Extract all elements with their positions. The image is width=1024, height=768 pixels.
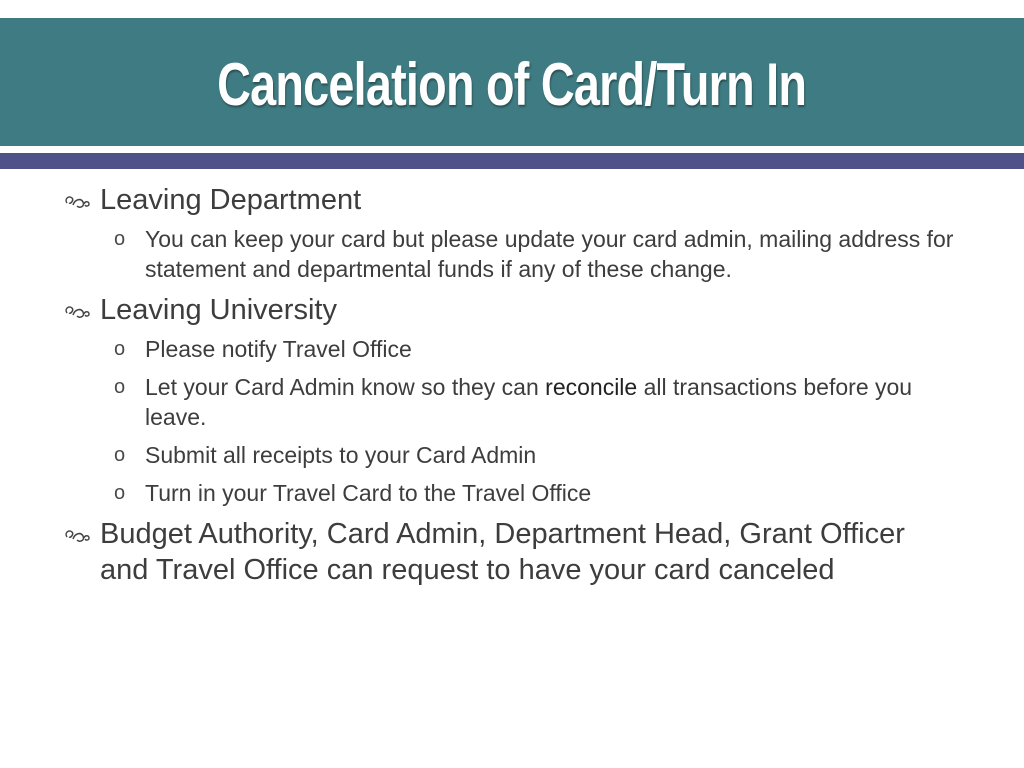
fleuron-bullet-icon: [62, 518, 92, 550]
bullet-text: Leaving Department: [100, 184, 362, 216]
bullet-text: Budget Authority, Card Admin, Department Head, Grant Officer and Travel Office can request to have your card canceled: [100, 518, 905, 586]
sub-list: [60, 334, 960, 508]
fleuron-bullet-icon: [62, 184, 92, 216]
bullet-text: Leaving University: [100, 294, 337, 326]
sub-bullet-item: [60, 440, 960, 470]
sub-bullet-item: [60, 224, 960, 284]
sub-bullet-text-after: all transactions before you leave.: [145, 374, 913, 430]
circle-bullet-icon: o: [114, 376, 126, 398]
sub-bullet-text: Submit all receipts to your Card Admin: [145, 442, 537, 468]
slide-title: Cancelation of Card/Turn In: [217, 50, 807, 118]
circle-bullet-icon: o: [114, 444, 126, 466]
title-band: [0, 18, 1024, 146]
sub-bullet-item: [60, 478, 960, 508]
sub-bullet-text-before: Let your Card Admin know so they can: [145, 374, 546, 400]
bullet-item-cancel-request: [60, 516, 960, 588]
sub-bullet-item: [60, 334, 960, 364]
circle-bullet-icon: o: [114, 482, 126, 504]
sub-bullet-text: Turn in your Travel Card to the Travel Office: [145, 480, 592, 506]
slide-content: [60, 182, 960, 594]
sub-list: [60, 224, 960, 284]
circle-bullet-icon: o: [114, 338, 126, 360]
bullet-item-leaving-university: [60, 292, 960, 328]
fleuron-bullet-icon: [62, 294, 92, 326]
sub-bullet-item: [60, 372, 960, 432]
sub-bullet-text: Please notify Travel Office: [145, 336, 412, 362]
sub-bullet-text: You can keep your card but please update your card admin, mailing address for statement and departmental funds if any of these change.: [145, 226, 954, 282]
accent-bar: [0, 153, 1024, 169]
emphasis-reconcile: reconcile: [545, 374, 638, 400]
circle-bullet-icon: o: [114, 228, 126, 250]
bullet-item-leaving-department: [60, 182, 960, 218]
